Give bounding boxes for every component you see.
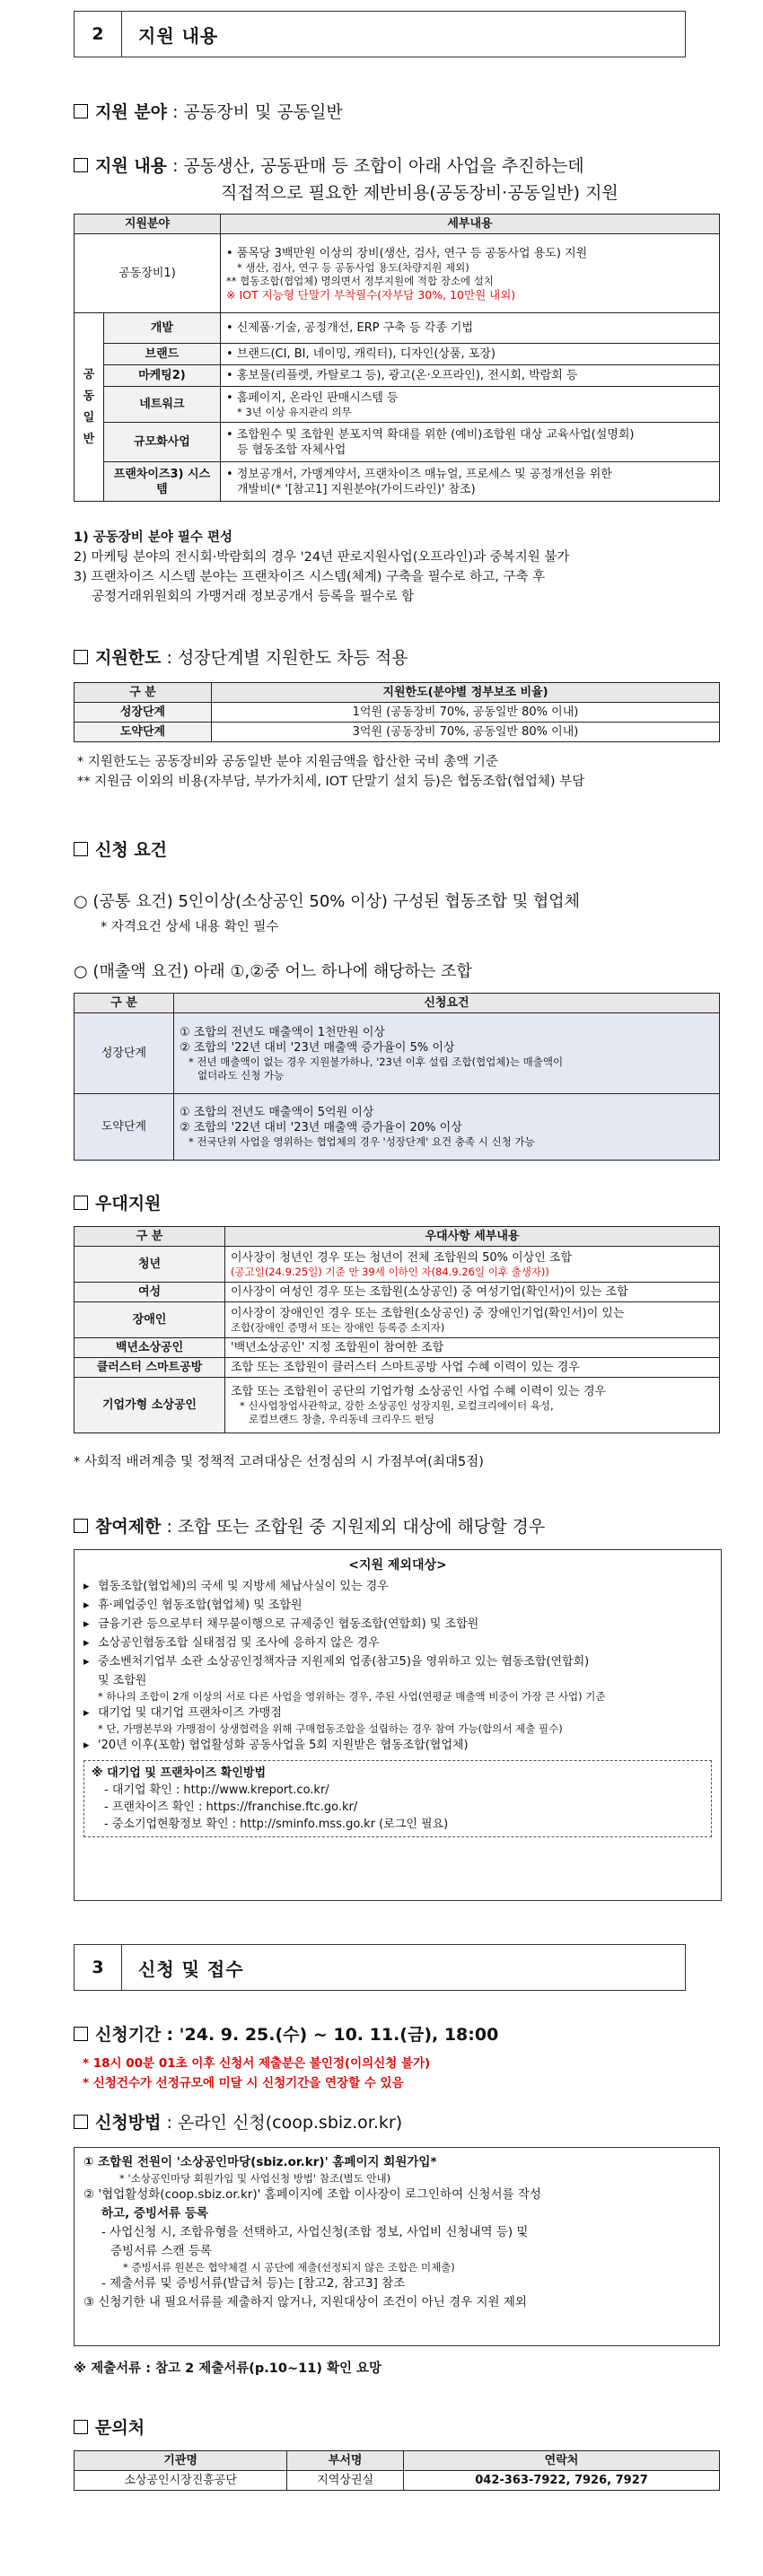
checkbox-square-icon [74,104,88,118]
support-content-heading: 지원 내용 : 공동생산, 공동판매 등 조합이 아래 사업을 추진하는데 [74,153,584,177]
method-box: ① 조합원 전원이 '소상공인마당(sbiz.or.kr)' 홈페이지 회원가입* * '소상공인마당 회원가입 및 사업신청 방법' 참조(별도 안내) ② '협업활성화(coop.sbiz.or.kr)' 홈페이지에 조합 이사장이 로그인하여 신청서를 작성 하고, 증빙서류 등록 - 사업신청 시, 조합유형을 선택하고, 사업신청(조합 정보, 사업비 신청내역 등) 및 증빙서류 스캔 등록 * 증빙서류 원본은 협약체결 시 공단에 제출(선정되지 않은 조합은 미제출) - 제출서류 및 증빙서류(발급처 등)는 [참고2, 참고3] 참조 ③ 신청기한 내 필요서류를 제출하지 않거나, 지원대상이 조건이 아닌 경우 지원 제외 [74,2147,720,2346]
checkbox-square-icon [74,842,88,856]
section-header [74,11,686,57]
section-number: 3 [75,1945,122,1990]
support-field-heading: 지원 분야 : 공동장비 및 공동일반 [74,99,343,123]
contact-heading: 문의처 [74,2414,145,2439]
field-notes: 1) 공동장비 분야 필수 편성 2) 마케팅 분야의 전시회·박람회의 경우 '24년 판로지원사업(오프라인)과 중복지원 불가 3) 프랜차이즈 시스템 분야는 프랜차이즈 시스템(체계) 구축을 필수로 하고, 구축 후 공정거래위원회의 가맹거래 정보공개서 등록을 필수로 함 [74,530,570,604]
section-title: 지원 내용 [138,24,219,47]
support-field-table: 지원분야 세부내용 공동장비1) • 품목당 3백만원 이상의 장비(생산, 검사, 연구 등 공동사업 용도) 지원 * 생산, 검사, 연구 등 공동사업 용도(차량지원 제외) ** 협동조합(협업체) 명의면서 정부지원에 적합 장소에 설치 ※ IOT 지능형 단말기 부착필수(자부담 30%, 10만원 내외) 공 동 일 반 개발 • 신제품·기술, 공정개선, ERP 구축 등 각종 기법 브랜드 • 브랜드(CI, BI, 네이밍, 캐릭터), 디자인(상품, 포장) 마케팅2) • 홍보물(리플렛, 카탈로그 등), 광고(온·오프라인), 전시회, 박람회 등 네트워크 • 홈페이지, 온라인 판매시스템 등 * 3년 이상 유지관리 의무 규모화사업 • 조합원수 및 조합원 분포지역 확대를 위한 (예비)조합원 대상 교육사업(설명회) 등 협동조합 자체사업 프랜차이즈3) 시스템 • 정보공개서, 가맹계약서, 프랜차이즈 매뉴얼, 프로세스 및 공정개선을 위한 개발비(* '[참고1] 지원분야(가이드라인)' 참조) [74,214,720,502]
section-title: 신청 및 접수 [138,1958,244,1980]
franchise-link[interactable]: - 프랜차이즈 확인 : https://franchise.ftc.go.kr/ [104,1801,358,1814]
exclusion-box: <지원 제외대상> ▸ 협동조합(협업체)의 국세 및 지방세 체납사실이 있는 경우 ▸ 휴·폐업중인 협동조합(협업체) 및 조합원 ▸ 금융기관 등으로부터 채무불이행으로 규제중인 협동조합(연합회) 및 조합원 ▸ 소상공인협동조합 실태점검 및 조사에 응하지 않은 경우 ▸ 중소벤처기업부 소관 소상공인정책자금 지원제외 업종(참고5)을 영위하고 있는 협동조합(연합회) 및 조합원 * 하나의 조합이 2개 이상의 서로 다른 사업을 영위하는 경우, 주된 사업(연평균 매출액 비중이 가장 큰 사업) 기준 ▸ 대기업 및 대기업 프랜차이즈 가맹점 * 단, 가맹본부와 가맹점이 상생협력을 위해 구매협동조합을 설립하는 경우 참여 가능(합의서 제출 필수) ▸ '20년 이후(포함) 협업활성화 공동사업을 5회 지원받은 협동조합(협업체) ※ 대기업 및 프랜차이즈 확인방법 - 대기업 확인 : http://www.kreport.co.kr/ - 프랜차이즈 확인 : https://franchise.ftc.go.kr/ - 중소기업현황정보 확인 : http://sminfo.mss.go.kr (로그인 필요) [74,1549,722,1901]
limit-notes: * 지원한도는 공동장비와 공동일반 분야 지원금액을 합산한 국비 총액 기준 ** 지원금 이외의 비용(자부담, 부가가치세, IOT 단말기 설치 등)은 협동조합(협업체) 부담 [77,755,585,789]
req-sales: ○ (매출액 요건) 아래 ①,②중 어느 하나에 해당하는 조합 [74,962,472,981]
checkbox-square-icon [74,2420,88,2434]
pref-heading: 우대지원 [74,1190,161,1214]
req-table: 구 분 신청요건 성장단계 ① 조합의 전년도 매출액이 1천만원 이상 ② 조합의 '22년 대비 '23년 매출액 증가율이 5% 이상 * 전년 매출액이 없는 경우 지원불가하나, '23년 이후 설립 조합(협업체)는 매출액이 없더라도 신청 가능 도약단계 ① 조합의 전년도 매출액이 5억원 이상 ② 조합의 '22년 대비 '23년 매출액 증가율이 20% 이상 * 전국단위 사업을 영위하는 협업체의 경우 '성장단계' 요건 충족 시 신청 가능 [74,993,720,1161]
section-number: 2 [75,12,122,57]
method-heading: 신청방법 : 온라인 신청(coop.sbiz.or.kr) [74,2109,402,2134]
contact-table: 기관명 부서명 연락처 소상공인시장진흥공단 지역상권실 042-363-7922, 7926, 7927 [74,2450,720,2491]
section-header-3 [74,1944,686,1991]
checkbox-square-icon [74,1196,88,1210]
checkbox-square-icon [74,2115,88,2129]
restrict-heading: 참여제한 : 조합 또는 조합원 중 지원제외 대상에 해당할 경우 [74,1513,545,1538]
general-label: 공 동 일 반 [75,313,104,502]
check-methods-box: ※ 대기업 및 프랜차이즈 확인방법 - 대기업 확인 : http://www.kreport.co.kr/ - 프랜차이즈 확인 : https://franchise.ftc.go.kr/ - 중소기업현황정보 확인 : http://sminfo.mss.go.kr (로그인 필요) [83,1760,712,1837]
req-common-note: * 자격요건 상세 내용 확인 필수 [101,920,279,934]
period-heading: 신청기간 : '24. 9. 25.(수) ~ 10. 11.(금), 18:00 [74,2021,498,2046]
period-notes: * 18시 00분 01초 이후 신청서 제출분은 불인정(이의신청 불가) * 신청건수가 선정규모에 미달 시 신청기간을 연장할 수 있음 [83,2056,431,2090]
apply-req-heading: 신청 요건 [74,837,167,861]
checkbox-square-icon [74,650,88,664]
checkbox-square-icon [74,2027,88,2041]
kreport-link[interactable]: - 대기업 확인 : http://www.kreport.co.kr/ [104,1783,329,1797]
checkbox-square-icon [74,158,88,172]
sminfo-link[interactable]: - 중소기업현황정보 확인 : http://sminfo.mss.go.kr (로그인 필요) [104,1818,449,1831]
checkbox-square-icon [74,1519,88,1533]
limit-heading: 지원한도 : 성장단계별 지원한도 차등 적용 [74,644,408,669]
req-common: ○ (공통 요건) 5인이상(소상공인 50% 이상) 구성된 협동조합 및 협업체 [74,892,581,911]
submit-note: ※ 제출서류 : 참고 2 제출서류(p.10~11) 확인 요망 [74,2361,382,2376]
pref-note: * 사회적 배려계층 및 정책적 고려대상은 선정심의 시 가점부여(최대5점) [74,1455,484,1469]
support-content-line2: 직접적으로 필요한 제반비용(공동장비·공동일반) 지원 [221,183,618,203]
limit-table: 구 분 지원한도(분야별 정부보조 비율) 성장단계 1억원 (공동장비 70%, 공동일반 80% 이내) 도약단계 3억원 (공동장비 70%, 공동일반 80% 이내) [74,682,720,742]
pref-table: 구 분 우대사항 세부내용 청년 이사장이 청년인 경우 또는 청년이 전체 조합원의 50% 이상인 조합 (공고일(24.9.25일) 기준 만 39세 이하인 자(84.9.26일 이후 출생자)) 여성 이사장이 여성인 경우 또는 조합원(소상공인) 중 여성기업(확인서)이 있는 조합 장애인 이사장이 장애인인 경우 또는 조합원(소상공인) 중 장애인기업(확인서)이 있는 조합(장애인 증명서 또는 장애인 등록증 소지자) 백년소상공인 '백년소상공인' 지정 조합원이 참여한 조합 클러스터 스마트공방 조합 또는 조합원이 클러스터 스마트공방 사업 수혜 이력이 있는 경우 기업가형 소상공인 조합 또는 조합원이 공단의 기업가형 소상공인 사업 수혜 이력이 있는 경우 * 신사업창업사관학교, 강한 소상공인 성장지원, 로컬크리에이터 육성, 로컬브랜드 창출, 우리동네 크리우드 펀딩 [74,1226,720,1433]
